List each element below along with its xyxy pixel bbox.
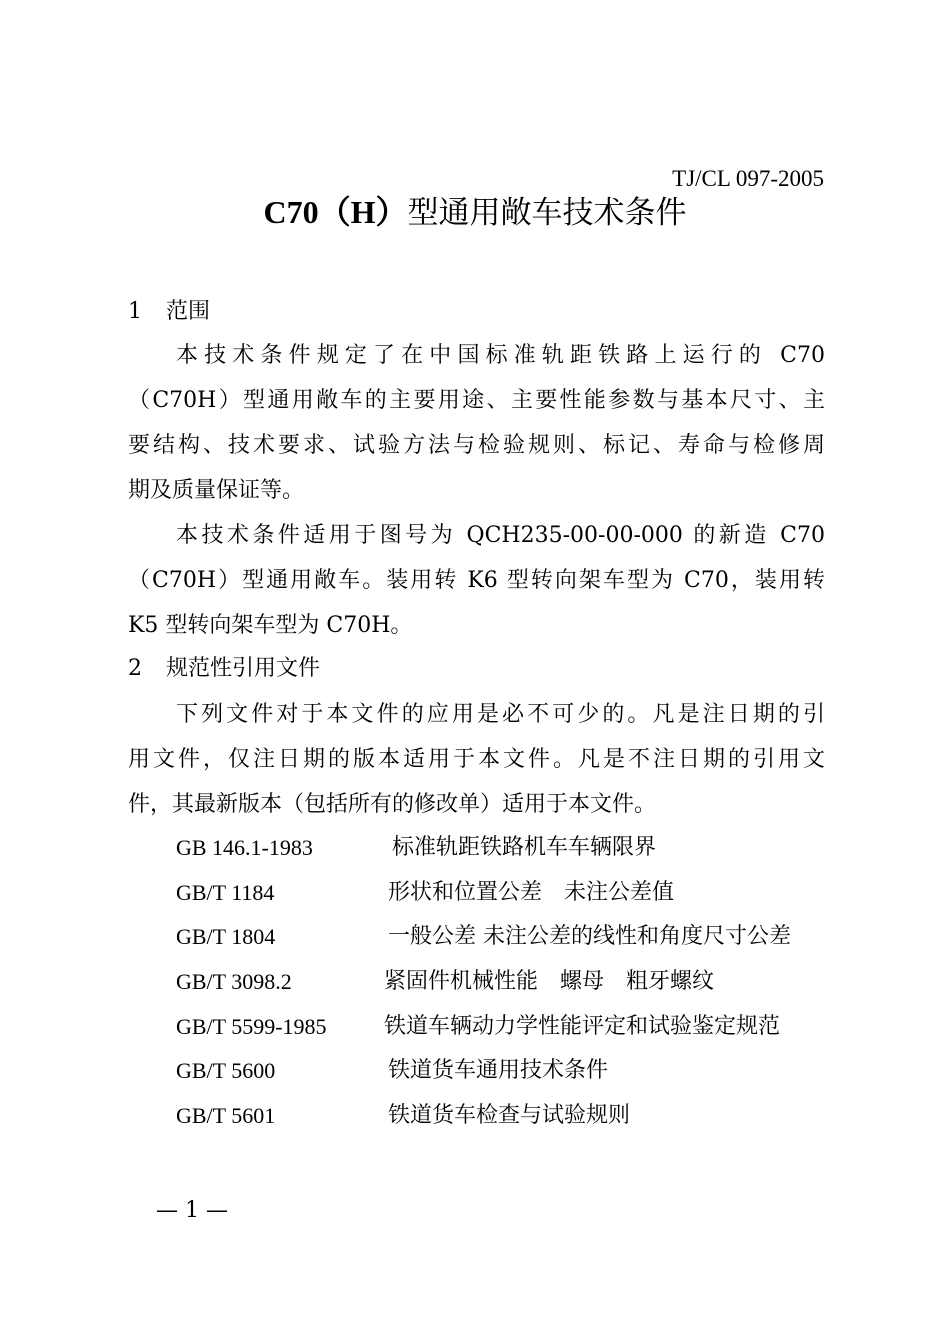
section-1-para-2-line-1: 本技术条件适用于图号为 QCH235-00-00-000 的新造 C70 <box>176 523 825 548</box>
reference-name: 一般公差 未注公差的线性和角度尺寸公差 <box>388 924 791 949</box>
reference-name: 铁道车辆动力学性能评定和试验鉴定规范 <box>384 1014 781 1039</box>
reference-code: GB 146.1-1983 <box>176 835 313 860</box>
title-text: 型通用敞车技术条件 <box>407 195 687 231</box>
reference-code: GB/T 1184 <box>176 880 275 905</box>
section-2-number: 2 <box>128 656 142 681</box>
section-2-title: 规范性引用文件 <box>166 656 321 681</box>
section-1-heading <box>128 297 210 327</box>
section-1-para-1-line-1: 本技术条件规定了在中国标准轨距铁路上运行的 C70 <box>176 343 825 368</box>
section-1-para-1-line-4: 期及质量保证等。 <box>128 478 305 503</box>
reference-code: GB/T 3098.2 <box>176 969 292 994</box>
reference-name: 紧固件机械性能 螺母 粗牙螺纹 <box>384 969 715 994</box>
section-1-para-2-line-2: （C70H）型通用敞车。装用转 K6 型转向架车型为 C70，装用转 <box>128 568 825 593</box>
section-2-para-line-3: 件，其最新版本（包括所有的修改单）适用于本文件。 <box>128 792 657 817</box>
reference-name: 铁道货车通用技术条件 <box>388 1058 609 1083</box>
section-1-para-1-line-3: 要结构、技术要求、试验方法与检验规则、标记、寿命与检修周 <box>128 433 825 458</box>
section-2-heading <box>128 654 320 684</box>
reference-name: 标准轨距铁路机车车辆限界 <box>392 835 657 860</box>
document-title <box>0 190 950 235</box>
section-1-number: 1 <box>128 299 142 324</box>
section-2-para-line-2: 用文件，仅注日期的版本适用于本文件。凡是不注日期的引用文 <box>128 747 825 772</box>
page-number: — 1 — <box>156 1198 228 1223</box>
title-model: C70（H） <box>263 194 408 230</box>
reference-code: GB/T 5599-1985 <box>176 1014 327 1039</box>
reference-code: GB/T 5600 <box>176 1058 276 1083</box>
section-1-title: 范围 <box>166 299 211 324</box>
document-code: TJ/CL 097-2005 <box>672 166 824 191</box>
section-1-para-2-line-3: K5 型转向架车型为 C70H。 <box>128 613 413 638</box>
section-2-para-line-1: 下列文件对于本文件的应用是必不可少的。凡是注日期的引 <box>176 702 825 727</box>
section-1-para-1-line-2: （C70H）型通用敞车的主要用途、主要性能参数与基本尺寸、主 <box>128 388 825 413</box>
reference-name: 铁道货车检查与试验规则 <box>388 1103 631 1128</box>
reference-code: GB/T 5601 <box>176 1103 276 1128</box>
reference-name: 形状和位置公差 未注公差值 <box>388 880 675 905</box>
reference-code: GB/T 1804 <box>176 924 276 949</box>
